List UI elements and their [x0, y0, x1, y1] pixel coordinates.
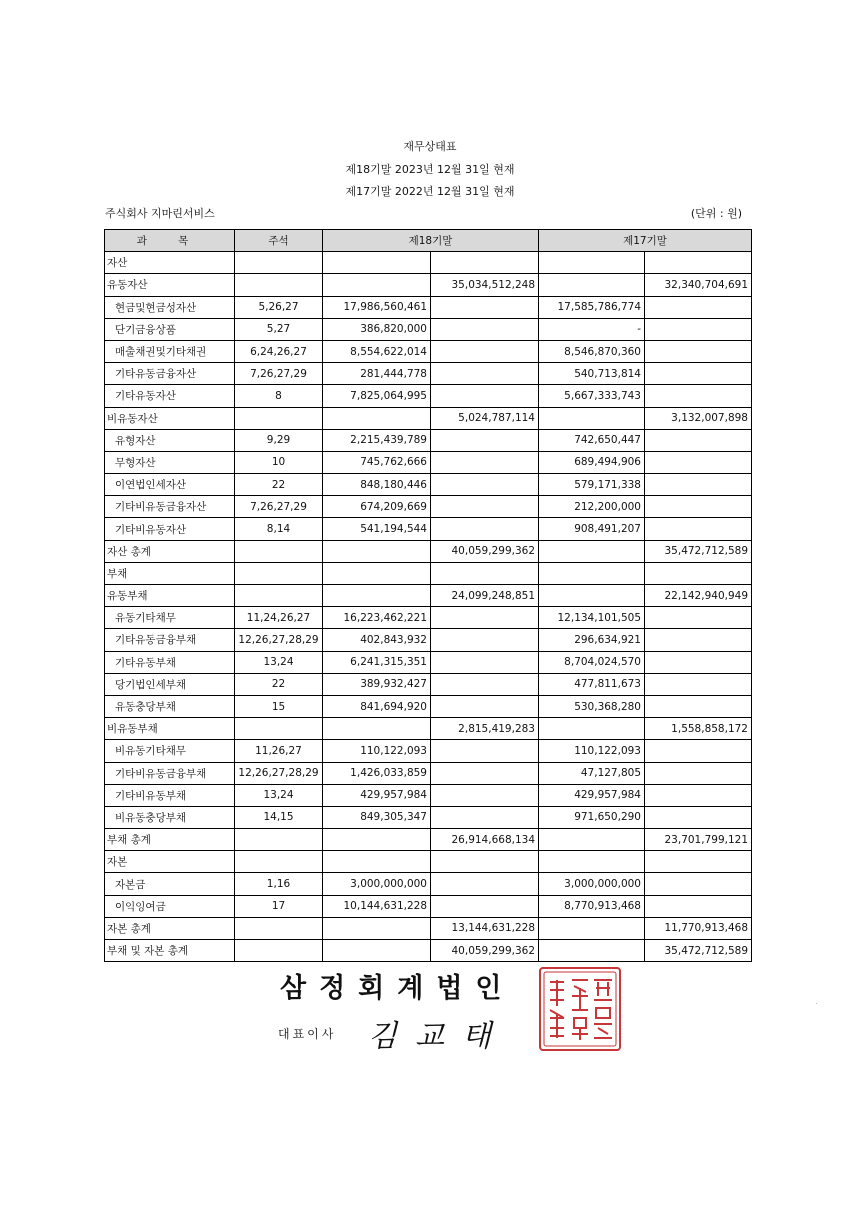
cell-cur-total: [431, 784, 539, 806]
table-row: [105, 740, 752, 762]
table-row: [105, 340, 752, 362]
table-row: [105, 496, 752, 518]
cell-cur-detail: 7,825,064,995: [323, 385, 431, 407]
cell-pri-total: 22,142,940,949: [645, 585, 752, 607]
cell-pri-total: 3,132,007,898: [645, 407, 752, 429]
table-row: [105, 518, 752, 540]
cell-pri-total: [645, 673, 752, 695]
cell-note: 11,26,27: [235, 740, 323, 762]
cell-note: 11,24,26,27: [235, 607, 323, 629]
cell-pri-detail: [539, 718, 645, 740]
cell-label: 유동충당부채: [105, 695, 235, 717]
cell-label: 비유동기타채무: [105, 740, 235, 762]
cell-cur-total: 24,099,248,851: [431, 585, 539, 607]
cell-cur-detail: 674,209,669: [323, 496, 431, 518]
cell-pri-detail: 3,000,000,000: [539, 873, 645, 895]
cell-note: 22: [235, 673, 323, 695]
cell-pri-total: [645, 518, 752, 540]
cell-cur-total: [431, 651, 539, 673]
cell-cur-detail: 402,843,932: [323, 629, 431, 651]
cell-pri-detail: 12,134,101,505: [539, 607, 645, 629]
cell-pri-detail: [539, 851, 645, 873]
cell-cur-total: [431, 429, 539, 451]
cell-note: [235, 917, 323, 939]
cell-cur-detail: 17,986,560,461: [323, 296, 431, 318]
cell-cur-total: 26,914,668,134: [431, 829, 539, 851]
table-row: [105, 474, 752, 496]
cell-cur-total: [431, 806, 539, 828]
cell-cur-total: [431, 762, 539, 784]
cell-cur-total: 13,144,631,228: [431, 917, 539, 939]
cell-cur-detail: [323, 829, 431, 851]
ceo-signature: 김교태: [368, 1019, 509, 1054]
cell-cur-detail: 389,932,427: [323, 673, 431, 695]
cell-cur-total: [431, 607, 539, 629]
table-row: [105, 585, 752, 607]
cell-label: 자산: [105, 252, 235, 274]
cell-note: [235, 851, 323, 873]
cell-cur-detail: [323, 252, 431, 274]
cell-note: 9,29: [235, 429, 323, 451]
table-row: [105, 940, 752, 962]
cell-cur-total: 35,034,512,248: [431, 274, 539, 296]
cell-pri-detail: 742,650,447: [539, 429, 645, 451]
cell-pri-total: 23,701,799,121: [645, 829, 752, 851]
cell-pri-detail: 110,122,093: [539, 740, 645, 762]
table-row: [105, 629, 752, 651]
cell-label: 이연법인세자산: [105, 474, 235, 496]
cell-cur-detail: [323, 274, 431, 296]
cell-pri-total: [645, 340, 752, 362]
cell-pri-total: [645, 695, 752, 717]
cell-note: 7,26,27,29: [235, 496, 323, 518]
cell-pri-detail: [539, 562, 645, 584]
cell-pri-total: [645, 762, 752, 784]
cell-pri-total: [645, 429, 752, 451]
cell-cur-detail: [323, 562, 431, 584]
cell-cur-detail: 6,241,315,351: [323, 651, 431, 673]
cell-label: 유동자산: [105, 274, 235, 296]
table-row: [105, 407, 752, 429]
cell-note: 13,24: [235, 784, 323, 806]
cell-pri-total: [645, 873, 752, 895]
cell-label: 비유동자산: [105, 407, 235, 429]
cell-pri-detail: 971,650,290: [539, 806, 645, 828]
cell-pri-detail: 477,811,673: [539, 673, 645, 695]
cell-label: 기타비유동금융부채: [105, 762, 235, 784]
statement-title: 재무상태표: [403, 140, 457, 153]
cell-label: 기타유동금융부채: [105, 629, 235, 651]
cell-pri-total: [645, 629, 752, 651]
cell-pri-total: [645, 252, 752, 274]
cell-cur-detail: [323, 917, 431, 939]
table-row: [105, 607, 752, 629]
table-row: [105, 718, 752, 740]
cell-label: 기타비유동부채: [105, 784, 235, 806]
cell-cur-detail: 386,820,000: [323, 318, 431, 340]
table-row: [105, 873, 752, 895]
cell-note: [235, 407, 323, 429]
cell-label: 기타유동금융자산: [105, 363, 235, 385]
cell-cur-detail: 16,223,462,221: [323, 607, 431, 629]
cell-note: 8: [235, 385, 323, 407]
cell-pri-total: [645, 562, 752, 584]
cell-cur-total: [431, 451, 539, 473]
cell-cur-total: 2,815,419,283: [431, 718, 539, 740]
cell-cur-total: [431, 873, 539, 895]
cell-cur-detail: 745,762,666: [323, 451, 431, 473]
cell-pri-total: [645, 651, 752, 673]
cell-cur-detail: 10,144,631,228: [323, 895, 431, 917]
cell-note: [235, 940, 323, 962]
cell-cur-detail: 8,554,622,014: [323, 340, 431, 362]
cell-note: 7,26,27,29: [235, 363, 323, 385]
cell-pri-detail: -: [539, 318, 645, 340]
cell-cur-total: [431, 629, 539, 651]
cell-note: 22: [235, 474, 323, 496]
audit-firm-name: 삼정회계법인: [280, 973, 515, 1004]
cell-cur-total: [431, 363, 539, 385]
header-current: 제18기말: [323, 230, 539, 252]
cell-label: 기타비유동자산: [105, 518, 235, 540]
header-note: 주석: [235, 230, 323, 252]
cell-note: 15: [235, 695, 323, 717]
cell-label: 유형자산: [105, 429, 235, 451]
cell-label: 자본금: [105, 873, 235, 895]
cell-cur-total: [431, 385, 539, 407]
table-header-row: [105, 230, 752, 252]
cell-cur-total: [431, 296, 539, 318]
cell-cur-detail: 849,305,347: [323, 806, 431, 828]
table-row: [105, 296, 752, 318]
cell-pri-total: [645, 385, 752, 407]
cell-pri-detail: 908,491,207: [539, 518, 645, 540]
cell-cur-detail: 848,180,446: [323, 474, 431, 496]
cell-pri-detail: 429,957,984: [539, 784, 645, 806]
cell-pri-detail: [539, 274, 645, 296]
cell-note: [235, 829, 323, 851]
table-row: [105, 451, 752, 473]
cell-label: 무형자산: [105, 451, 235, 473]
cell-cur-detail: [323, 718, 431, 740]
table-row: [105, 806, 752, 828]
table-row: [105, 851, 752, 873]
cell-cur-total: [431, 518, 539, 540]
cell-cur-total: [431, 673, 539, 695]
cell-note: 5,26,27: [235, 296, 323, 318]
cell-pri-total: [645, 806, 752, 828]
cell-label: 이익잉여금: [105, 895, 235, 917]
cell-note: 13,24: [235, 651, 323, 673]
table-row: [105, 651, 752, 673]
cell-note: 8,14: [235, 518, 323, 540]
cell-label: 유동부채: [105, 585, 235, 607]
cell-pri-detail: 17,585,786,774: [539, 296, 645, 318]
cell-note: 17: [235, 895, 323, 917]
cell-note: 1,16: [235, 873, 323, 895]
cell-pri-total: [645, 496, 752, 518]
cell-cur-total: 40,059,299,362: [431, 540, 539, 562]
cell-cur-total: 40,059,299,362: [431, 940, 539, 962]
period-prior: 제17기말 2022년 12월 31일 현재: [345, 185, 515, 198]
cell-pri-total: 35,472,712,589: [645, 940, 752, 962]
cell-cur-detail: [323, 851, 431, 873]
cell-pri-detail: 530,368,280: [539, 695, 645, 717]
company-name: 주식회사 지마린서비스: [105, 207, 215, 220]
cell-cur-total: [431, 252, 539, 274]
cell-cur-total: [431, 318, 539, 340]
cell-label: 기타유동자산: [105, 385, 235, 407]
table-row: [105, 762, 752, 784]
header-prior: 제17기말: [539, 230, 752, 252]
cell-label: 자본 총계: [105, 917, 235, 939]
cell-cur-total: 5,024,787,114: [431, 407, 539, 429]
cell-pri-detail: 5,667,333,743: [539, 385, 645, 407]
cell-pri-detail: 540,713,814: [539, 363, 645, 385]
cell-pri-detail: 8,546,870,360: [539, 340, 645, 362]
cell-pri-total: [645, 363, 752, 385]
cell-cur-detail: [323, 940, 431, 962]
cell-note: [235, 585, 323, 607]
cell-label: 비유동충당부채: [105, 806, 235, 828]
unit-label: (단위 : 원): [690, 207, 742, 220]
cell-cur-detail: 110,122,093: [323, 740, 431, 762]
cell-pri-detail: [539, 252, 645, 274]
cell-pri-total: [645, 296, 752, 318]
table-row: [105, 917, 752, 939]
table-row: [105, 318, 752, 340]
cell-pri-detail: [539, 917, 645, 939]
cell-cur-detail: 841,694,920: [323, 695, 431, 717]
cell-cur-total: [431, 851, 539, 873]
cell-note: [235, 562, 323, 584]
cell-cur-detail: 541,194,544: [323, 518, 431, 540]
cell-label: 기타비유동금융자산: [105, 496, 235, 518]
table-row: [105, 429, 752, 451]
cell-cur-detail: 281,444,778: [323, 363, 431, 385]
cell-pri-total: 1,558,858,172: [645, 718, 752, 740]
cell-pri-total: [645, 784, 752, 806]
header-account: 과 목: [105, 230, 235, 252]
table-row: [105, 784, 752, 806]
cell-cur-total: [431, 496, 539, 518]
table-row: [105, 695, 752, 717]
cell-cur-total: [431, 895, 539, 917]
cell-note: 14,15: [235, 806, 323, 828]
cell-pri-total: [645, 607, 752, 629]
cell-cur-detail: [323, 540, 431, 562]
balance-sheet-table: [104, 229, 752, 962]
cell-pri-detail: [539, 540, 645, 562]
cell-pri-detail: [539, 585, 645, 607]
cell-note: 10: [235, 451, 323, 473]
ceo-label: 대표이사: [278, 1027, 337, 1041]
cell-pri-detail: 296,634,921: [539, 629, 645, 651]
cell-note: 6,24,26,27: [235, 340, 323, 362]
cell-pri-total: [645, 451, 752, 473]
cell-cur-detail: 3,000,000,000: [323, 873, 431, 895]
cell-cur-detail: 1,426,033,859: [323, 762, 431, 784]
cell-pri-detail: [539, 829, 645, 851]
cell-note: [235, 252, 323, 274]
cell-note: [235, 274, 323, 296]
cell-note: 5,27: [235, 318, 323, 340]
cell-pri-total: 32,340,704,691: [645, 274, 752, 296]
cell-pri-detail: 579,171,338: [539, 474, 645, 496]
cell-pri-total: [645, 318, 752, 340]
cell-label: 당기법인세부채: [105, 673, 235, 695]
cell-pri-total: [645, 474, 752, 496]
cell-pri-total: [645, 740, 752, 762]
cell-label: 부채 총계: [105, 829, 235, 851]
cell-label: 유동기타채무: [105, 607, 235, 629]
cell-pri-detail: 8,770,913,468: [539, 895, 645, 917]
company-seal-icon: [538, 966, 622, 1052]
cell-pri-detail: 689,494,906: [539, 451, 645, 473]
cell-label: 부채 및 자본 총계: [105, 940, 235, 962]
table-row: [105, 562, 752, 584]
cell-cur-detail: [323, 407, 431, 429]
cell-cur-detail: 429,957,984: [323, 784, 431, 806]
cell-cur-total: [431, 562, 539, 584]
cell-label: 단기금융상품: [105, 318, 235, 340]
period-current: 제18기말 2023년 12월 31일 현재: [345, 163, 515, 176]
cell-cur-total: [431, 340, 539, 362]
cell-note: [235, 718, 323, 740]
cell-pri-total: [645, 851, 752, 873]
cell-pri-detail: [539, 940, 645, 962]
cell-label: 현금및현금성자산: [105, 296, 235, 318]
cell-label: 자본: [105, 851, 235, 873]
scan-speck: [816, 1003, 817, 1004]
cell-label: 매출채권및기타채권: [105, 340, 235, 362]
cell-cur-total: [431, 474, 539, 496]
cell-pri-total: 35,472,712,589: [645, 540, 752, 562]
cell-pri-detail: 47,127,805: [539, 762, 645, 784]
cell-label: 부채: [105, 562, 235, 584]
table-row: [105, 895, 752, 917]
table-body: [105, 252, 752, 962]
cell-cur-total: [431, 695, 539, 717]
cell-label: 자산 총계: [105, 540, 235, 562]
cell-note: [235, 540, 323, 562]
cell-pri-detail: 212,200,000: [539, 496, 645, 518]
cell-note: 12,26,27,28,29: [235, 762, 323, 784]
cell-pri-total: [645, 895, 752, 917]
cell-label: 기타유동부채: [105, 651, 235, 673]
table-row: [105, 274, 752, 296]
cell-cur-detail: [323, 585, 431, 607]
table-row: [105, 385, 752, 407]
table-row: [105, 252, 752, 274]
cell-pri-detail: 8,704,024,570: [539, 651, 645, 673]
cell-pri-detail: [539, 407, 645, 429]
table-row: [105, 540, 752, 562]
cell-cur-detail: 2,215,439,789: [323, 429, 431, 451]
cell-note: 12,26,27,28,29: [235, 629, 323, 651]
table-row: [105, 363, 752, 385]
table-row: [105, 829, 752, 851]
cell-cur-total: [431, 740, 539, 762]
cell-pri-total: 11,770,913,468: [645, 917, 752, 939]
table-row: [105, 673, 752, 695]
cell-label: 비유동부채: [105, 718, 235, 740]
